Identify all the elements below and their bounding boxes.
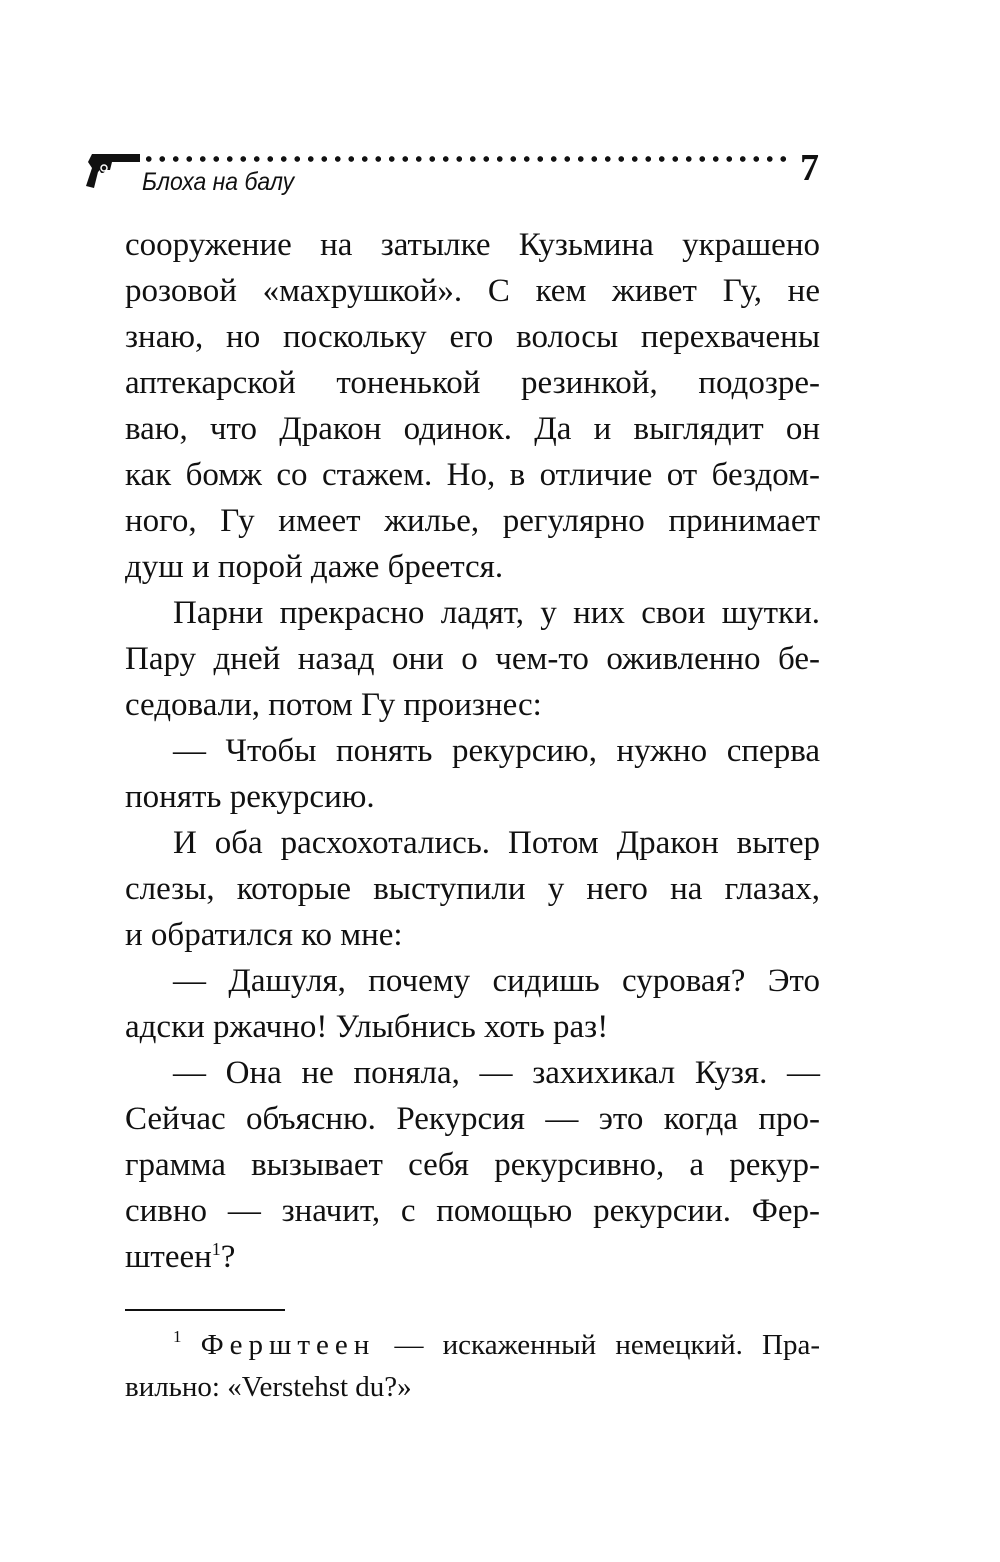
footnote-line: вильно: «Verstehst du?» <box>125 1371 412 1403</box>
revolver-icon <box>86 150 142 190</box>
text-line: — Дашуля, почему сидишь суровая? Это <box>173 963 820 999</box>
text-line: и обратился ко мне: <box>125 917 403 953</box>
text-line: И оба расхохотались. Потом Дракон вытер <box>173 825 820 861</box>
text-fragment: штеен <box>125 1239 212 1275</box>
text-line: ваю, что Дракон одинок. Да и выглядит он <box>125 411 820 447</box>
text-line: понять рекурсию. <box>125 779 375 815</box>
text-line: сивно — значит, с помощью рекурсии. Фер- <box>125 1193 820 1229</box>
text-line: аптекарской тоненькой резинкой, подозре- <box>125 365 820 401</box>
footnote-term: Ферштеен <box>200 1329 376 1361</box>
body-text <box>125 222 820 1280</box>
text-line: сооружение на затылке Кузьмина украшено <box>125 227 820 263</box>
footnote-text: — искаженный немецкий. Пра- <box>375 1329 821 1361</box>
text-line: Сейчас объясню. Рекурсия — это когда про- <box>125 1101 820 1137</box>
text-line: Пару дней назад они о чем-то оживленно бе- <box>125 641 820 677</box>
header-dotted-rule <box>142 153 790 165</box>
text-fragment: ? <box>220 1239 236 1275</box>
text-line: — Чтобы понять рекурсию, нужно сперва <box>173 733 820 769</box>
text-line: душ и порой даже бреется. <box>125 549 504 585</box>
footnote <box>125 1324 820 1408</box>
text-line: знаю, но поскольку его волосы перехвачены <box>125 319 820 355</box>
page-number: 7 <box>800 147 819 189</box>
text-line: адски ржачно! Улыбнись хоть раз! <box>125 1009 609 1045</box>
text-line: как бомж со стажем. Но, в отличие от бездом- <box>125 457 820 493</box>
text-line: Парни прекрасно ладят, у них свои шутки. <box>173 595 820 631</box>
footnote-reference: 1 <box>211 1239 221 1259</box>
text-line: слезы, которые выступили у него на глазах, <box>125 871 820 907</box>
text-line: грамма вызывает себя рекурсивно, а рекур- <box>125 1147 820 1183</box>
footnote-marker: 1 <box>173 1327 182 1346</box>
text-line: — Она не поняла, — захихикал Кузя. — <box>173 1055 820 1091</box>
footnote-line <box>125 1324 820 1366</box>
text-line: седовали, потом Гу произнес: <box>125 687 542 723</box>
text-line <box>125 1234 820 1280</box>
running-title: Блоха на балу <box>142 168 295 196</box>
footnote-separator <box>125 1309 285 1311</box>
text-line: ного, Гу имеет жилье, регулярно принимает <box>125 503 820 539</box>
text-line: розовой «махрушкой». С кем живет Гу, не <box>125 273 820 309</box>
